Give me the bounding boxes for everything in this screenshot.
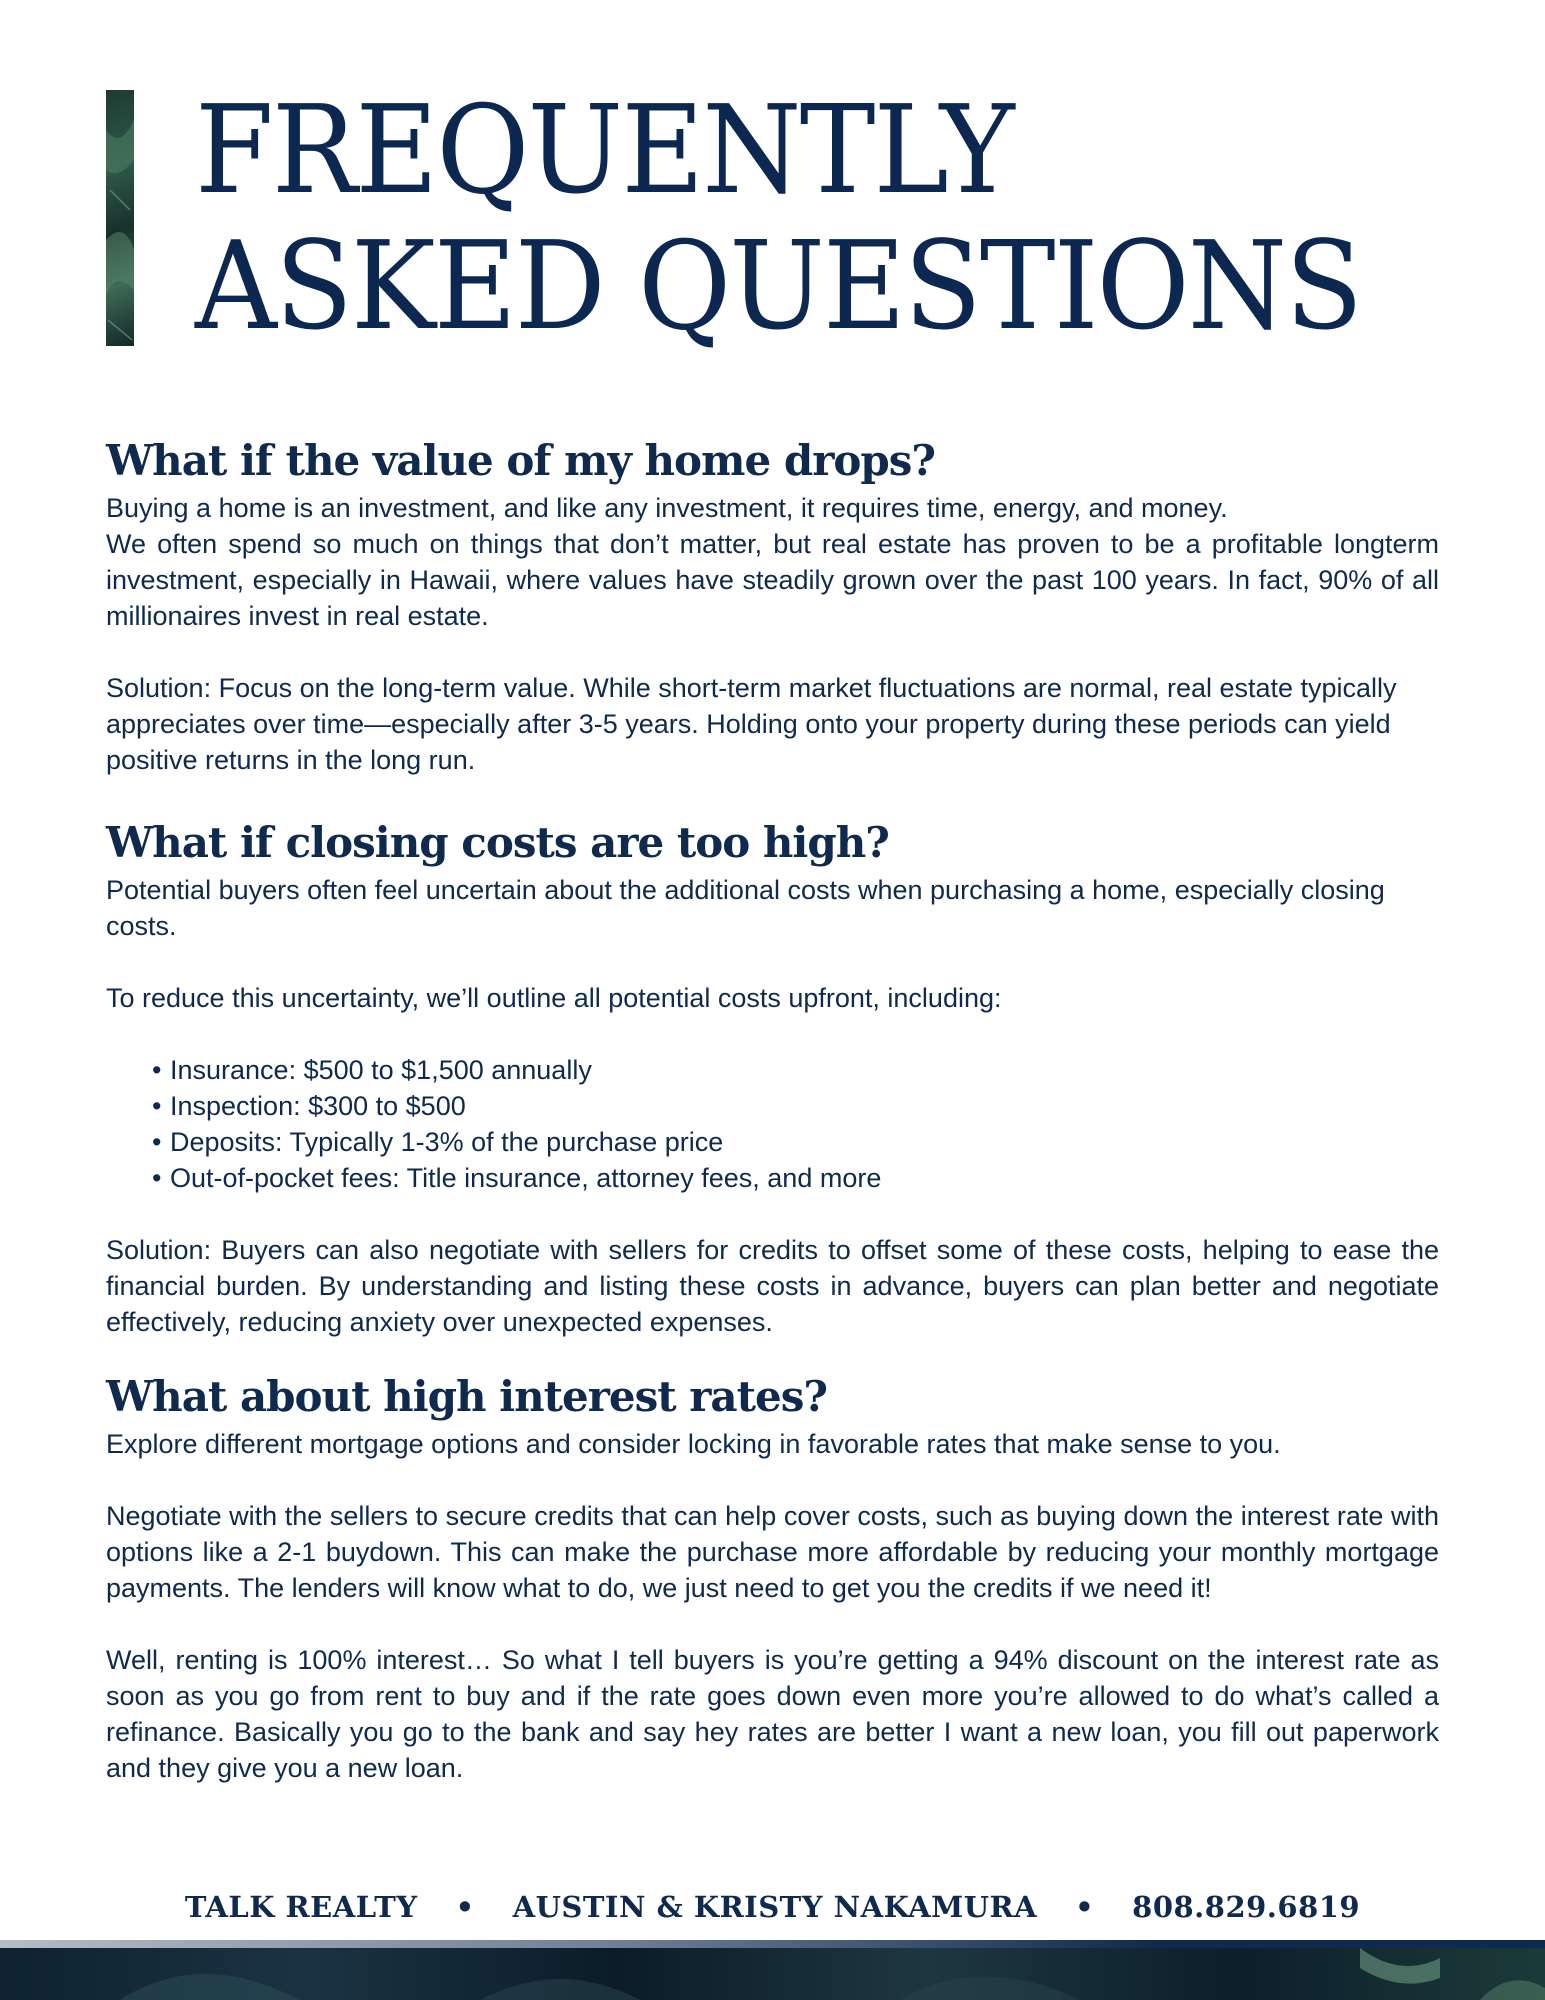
bullet-icon: • [152,1055,162,1085]
faq-section-interest-rates [106,1368,1439,1786]
faq-content [106,432,1439,1822]
section-solution: Solution: Focus on the long-term value. While short-term market fluctuations are normal, real estate typically appreciates over time—especially after 3-5 years. Holding onto your property during these periods can yield positive returns in the long run. [106,673,1397,775]
list-item: • Out-of-pocket fees: Title insurance, attorney fees, and more [152,1160,1439,1196]
faq-section-closing-costs [106,814,1439,1340]
section-paragraph: To reduce this uncertainty, we’ll outline all potential costs upfront, including: [106,983,1002,1013]
footer-agents: AUSTIN & KRISTY NAKAMURA [512,1890,1038,1924]
leaf-pattern-icon [0,1948,1545,2000]
bullet-icon: • [152,1163,162,1193]
footer-leaf-banner [0,1948,1545,2000]
footer-phone: 808.829.6819 [1132,1890,1361,1924]
leaf-pattern-icon [106,90,134,346]
section-heading: What if closing costs are too high? [106,818,889,867]
title-line-2: ASKED QUESTIONS [195,215,1362,357]
section-solution: Solution: Buyers can also negotiate with sellers for credits to offset some of these costs, helping to ease the financial burden. By understanding and listing these costs in advance, buyers can plan better and negotiate effectively, reducing anxiety over unexpected expenses. [106,1235,1439,1337]
title-accent-bar [106,90,134,346]
section-paragraph: Potential buyers often feel uncertain about the additional costs when purchasing a home, especially closing costs. [106,875,1385,941]
section-paragraph: We often spend so much on things that don’t matter, but real estate has proven to be a profitable longterm investment, especially in Hawaii, where values have steadily grown over the past 100 years. In fact, 90% of all millionaires invest in real estate. [106,529,1439,631]
bullet-icon: • [152,1091,162,1121]
section-heading: What about high interest rates? [106,1372,827,1421]
list-item: • Inspection: $300 to $500 [152,1088,1439,1124]
faq-section-home-value [106,432,1439,778]
bullet-icon: • [152,1127,162,1157]
section-paragraph: Well, renting is 100% interest… So what I tell buyers is you’re getting a 94% discount on the interest rate as soon as you go from rent to buy and if the rate goes down even more you’re allowed to do what’s called a refinance. Basically you go to the bank and say hey rates are better I want a new loan, you fill out paperwork and they give you a new loan. [106,1645,1439,1783]
page-title [195,79,1404,357]
title-line-1: FREQUENTLY [195,79,1013,221]
footer-separator: • [455,1890,475,1924]
cost-list [106,1052,1439,1196]
section-paragraph: Buying a home is an investment, and like any investment, it requires time, energy, and money. [106,493,1228,523]
section-heading: What if the value of my home drops? [106,436,935,485]
footer-contact [0,1890,1545,1924]
section-paragraph: Negotiate with the sellers to secure credits that can help cover costs, such as buying down the interest rate with options like a 2-1 buydown. This can make the purchase more affordable by reducing your monthly mortgage payments. The lenders will know what to do, we just need to get you the credits if we need it! [106,1501,1439,1603]
section-paragraph: Explore different mortgage options and consider locking in favorable rates that make sense to you. [106,1429,1281,1459]
footer-separator: • [1075,1890,1095,1924]
footer-company: TALK REALTY [184,1890,418,1924]
list-item: • Deposits: Typically 1-3% of the purchase price [152,1124,1439,1160]
footer-accent-line [0,1940,1545,1948]
list-item: • Insurance: $500 to $1,500 annually [152,1052,1439,1088]
